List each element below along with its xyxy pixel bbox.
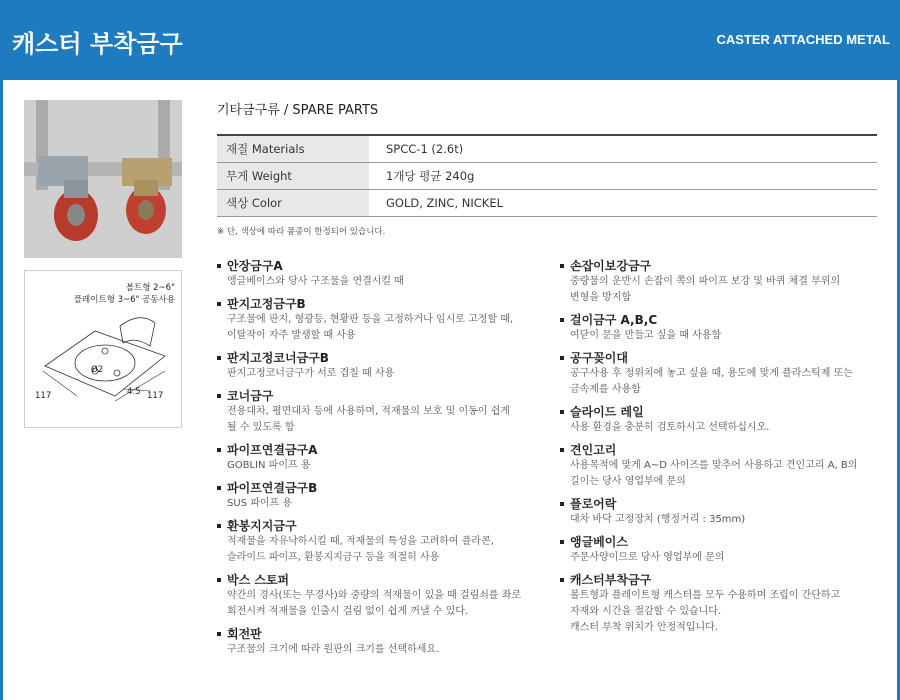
item-title: 안장금구A [227,259,283,273]
list-item [560,442,890,490]
left-border [0,80,3,700]
caster-diagram [24,270,182,428]
item-title: 앵글베이스 [570,535,628,549]
dim-hole: Ø2 [91,365,104,375]
item-desc: 중량물의 운반시 손잡이 쪽의 파이프 보강 및 바퀴 체결 부위의 변형을 방지함 [570,276,841,303]
diagram-caption-bolt: 볼트형 2~6" [125,283,175,293]
section-title: 기타금구류 / SPARE PARTS [217,103,379,118]
list-item [560,258,890,306]
bullet-icon [217,264,221,268]
bullet-icon [217,486,221,490]
list-item [560,404,890,436]
bullet-icon [560,264,564,268]
item-title: 손잡이보강금구 [570,259,652,273]
spec-label: 재질 Materials [217,136,369,162]
list-item [560,572,890,636]
item-title: 판지고정코너금구B [227,351,329,365]
item-title: 플로어락 [570,497,617,511]
bullet-icon [217,578,221,582]
item-title: 파이프연결금구A [227,443,318,457]
list-item [217,626,547,658]
item-title: 파이프연결금구B [227,481,318,495]
color-note: ※ 단, 색상에 따라 품종이 한정되어 있습니다. [217,227,386,237]
item-desc: 주문사양이므로 당사 영업부에 문의 [570,552,725,563]
list-item [560,496,890,528]
item-desc: 판지고정코너금구가 서로 겹칠 때 사용 [227,368,395,379]
item-desc: 볼트형과 플레이트형 캐스터를 모두 수용하며 조립이 간단하고 자재와 시간을 절감할 수 있습니다. 캐스터 부착 위치가 안정적입니다. [570,590,841,633]
item-title: 걸이금구 A,B,C [570,313,658,327]
bullet-icon [217,524,221,528]
item-desc: 구조물에 판지, 형광등, 현황판 등을 고정하거나 임시로 고정할 때, 이탈작이 자주 발생할 때 사용 [227,314,514,341]
bullet-icon [560,356,564,360]
item-title: 판지고정금구B [227,297,306,311]
item-desc: 사용목적에 맞게 A~D 사이즈를 맞추어 사용하고 견인고리 A, B의 길이는 당사 영업부에 문의 [570,460,858,487]
list-item [560,534,890,566]
item-desc: 사용 환경을 충분히 검토하시고 선택하십시오. [570,422,770,433]
spec-value: GOLD, ZINC, NICKEL [386,196,503,210]
list-item [217,518,547,566]
item-desc: SUS 파이프 용 [227,498,293,509]
bullet-icon [217,394,221,398]
bullet-icon [560,410,564,414]
spec-row [217,136,877,163]
bullet-icon [217,448,221,452]
item-title: 회전판 [227,627,262,641]
caster-photo-image [24,100,182,258]
page-subtitle: CASTER ATTACHED METAL [716,32,890,47]
list-item [217,442,547,474]
spec-value: 1개당 평균 240g [386,169,475,183]
item-desc: 구조물의 크기에 따라 원판의 크기를 선택하세요. [227,644,440,655]
bullet-icon [560,318,564,322]
item-desc: 전용대차, 평면대차 등에 사용하며, 적재물의 보호 및 이동이 쉽게 될 수 있도록 함 [227,406,510,433]
list-item [217,388,547,436]
list-item [217,296,547,344]
list-item [217,572,547,620]
item-desc: 대차 바닥 고정장치 (행정거리 : 35mm) [570,514,746,525]
dim-left: 117 [35,391,52,401]
spec-table [217,134,877,217]
list-item [217,350,547,382]
item-title: 코너금구 [227,389,274,403]
bullet-icon [560,448,564,452]
spec-label: 무게 Weight [217,163,369,189]
list-item [217,480,547,512]
bullet-icon [217,356,221,360]
item-desc: 약간의 경사(또는 무경사)와 중량의 적재물이 있을 때 걸림쇠를 좌로 회전시켜 적재물을 인출시 걸림 없이 쉽게 꺼낼 수 있다. [227,590,522,617]
diagram-drawing [25,271,183,429]
item-desc: GOBLIN 파이프 용 [227,460,311,471]
bullet-icon [560,540,564,544]
spec-row [217,163,877,190]
item-desc: 공구사용 후 정위치에 놓고 싶을 때, 용도에 맞게 플라스틱제 또는 금속제를 사용함 [570,368,853,395]
item-title: 캐스터부착금구 [570,573,652,587]
list-item [217,258,547,290]
item-title: 공구꽂이대 [570,351,628,365]
list-item [560,350,890,398]
item-desc: 앵글베이스와 당사 구조물을 연결시킬 때 [227,276,404,287]
header-bar [0,0,900,80]
bullet-icon [560,502,564,506]
item-title: 슬라이드 레일 [570,405,644,419]
item-title: 견인고리 [570,443,617,457]
bullet-icon [217,632,221,636]
page-title: 캐스터 부착금구 [12,30,183,58]
bullet-icon [560,578,564,582]
item-title: 박스 스토퍼 [227,573,290,587]
item-desc: 여닫이 문을 만들고 싶을 때 사용함 [570,330,722,341]
dim-small: 4.5 [127,387,141,397]
item-title: 환봉지지금구 [227,519,297,533]
left-item-list [217,258,547,664]
diagram-caption-plate: 플레이트형 3~6" 공동사용 [73,295,175,305]
right-item-list [560,258,890,642]
dim-right: 117 [147,391,164,401]
spec-row [217,190,877,217]
list-item [560,312,890,344]
spec-value: SPCC-1 (2.6t) [386,142,464,156]
product-photo [24,100,182,258]
bullet-icon [217,302,221,306]
spec-label: 색상 Color [217,190,369,216]
item-desc: 적재물을 자유낙하시킬 때, 적재물의 특성을 고려하여 플라콘, 슬라이드 파이프, 환봉지지금구 등을 적절히 사용 [227,536,494,563]
